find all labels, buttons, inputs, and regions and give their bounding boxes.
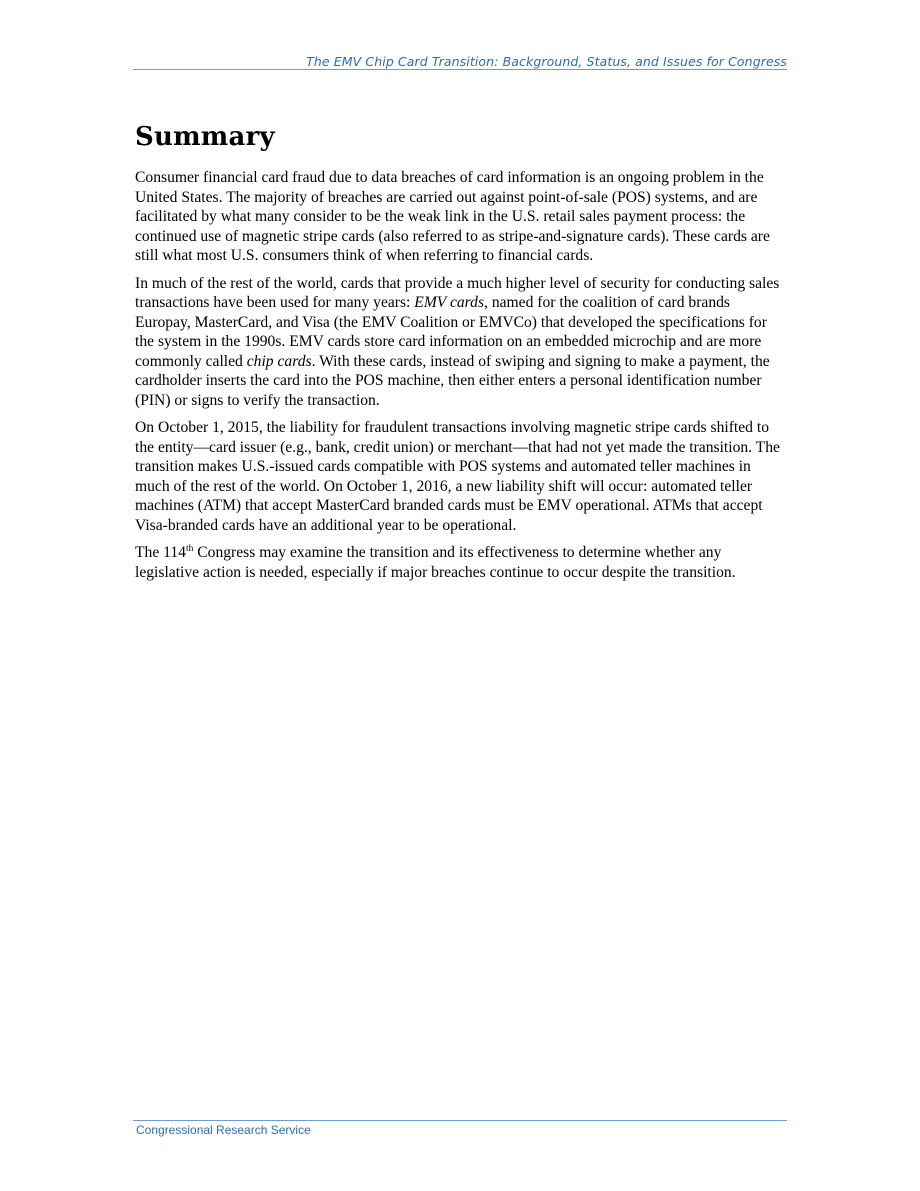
summary-body — [135, 168, 787, 590]
footer-org: Congressional Research Service — [136, 1123, 311, 1137]
paragraph-2 — [135, 274, 787, 411]
paragraph-1: Consumer financial card fraud due to data breaches of card information is an ongoing problem in the United States. The majority of breaches are carried out against point-of-sale (POS) systems, and are facilitated by what many consider to be the weak link in the U.S. retail sales payment process: the continued use of magnetic stripe cards (also referred to as stripe-and-signature cards). These cards are still what most U.S. consumers think of when referring to financial cards. — [135, 169, 770, 264]
paragraph-2-part-c: . With these cards, instead of swiping and signing to make a payment, the cardholder inserts the card into the POS machine, then either enters a personal identification number (PIN) or signs to verify the transaction. — [135, 352, 770, 409]
paragraph-3: On October 1, 2015, the liability for fraudulent transactions involving magnetic stripe cards shifted to the entity—card issuer (e.g., bank, credit union) or merchant—that had not yet made the transition. The transition makes U.S.-issued cards compatible with POS systems and automated teller machines in much of the rest of the world. On October 1, 2016, a new liability shift will occur: automated teller machines (ATM) that accept MasterCard branded cards must be EMV operational. ATMs that accept Visa-branded cards have an additional year to be operational. — [135, 419, 780, 534]
footer-rule — [133, 1120, 787, 1121]
ordinal-superscript: th — [185, 543, 194, 554]
paragraph-4 — [135, 543, 787, 582]
paragraph-4-part-b: Congress may examine the transition and its effectiveness to determine whether any legislative action is needed, especially if major breaches continue to occur despite the transition. — [135, 544, 736, 581]
header-rule — [133, 69, 787, 70]
section-heading: Summary — [135, 122, 275, 152]
paragraph-2-part-b: , named for the coalition of card brands Europay, MasterCard, and Visa (the EMV Coalition or EMVCo) that developed the specifications for the system in the 1990s. EMV cards store card information on an embedded microchip and are more commonly called — [135, 294, 767, 370]
running-header: The EMV Chip Card Transition: Background, Status, and Issues for Congress — [306, 54, 787, 69]
emv-cards-term: EMV cards — [414, 294, 485, 311]
paragraph-2-part-a: In much of the rest of the world, cards that provide a much higher level of security for conducting sales transactions have been used for many years: — [135, 274, 780, 311]
chip-cards-term: chip cards — [246, 352, 312, 370]
paragraph-4-part-a: The 114 — [135, 544, 186, 561]
